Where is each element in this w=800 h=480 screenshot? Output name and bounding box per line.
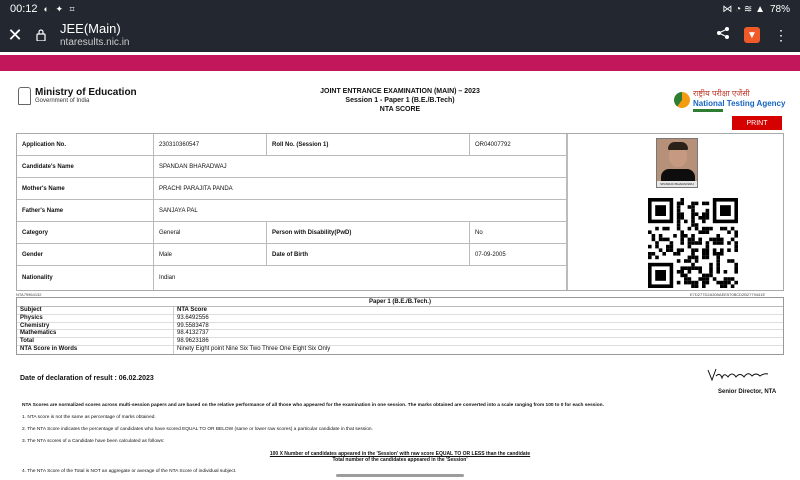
formula-numerator: 100 X Number of candidates appeared in the 'Session' with raw score EQUAL TO OR LESS than the candidate [269,451,531,457]
score-row [17,315,783,323]
brave-shield-icon[interactable]: ▼ [744,27,760,43]
score-value: 93.6492556 [173,315,209,323]
scorecard-header [0,71,800,119]
gender-label: Gender [17,244,154,265]
score-value: 98.9623186 [173,338,209,346]
name-value: SPANDAN BHARADWAJ [154,156,567,177]
barcode-left-text: NTA79964132 [16,292,42,297]
score-label: Total [20,338,34,345]
nta-logo [674,88,785,112]
signature-caption: Senior Director, NTA [718,389,777,395]
exam-title [300,88,500,114]
roll-label: Roll No. (Session 1) [267,134,470,155]
roll-value: OR04007792 [470,134,567,155]
declaration-date: Date of declaration of result : 06.02.2023 [20,375,154,382]
nta-hindi-name: राष्ट्रीय परीक्षा एजेंसी [693,89,750,98]
status-time: 00:12 [10,3,38,15]
score-row [17,338,783,346]
note-intro: NTA Scores are normalized scores across multi-session papers and are based on the relative performance of all those who appeared for the examination in one session. The marks obtained are converted into a scale ranging from 100 to 0 for each session. [22,403,604,408]
application-value: 230310360547 [154,134,267,155]
national-emblem-icon [18,87,31,105]
score-label: Chemistry [20,322,50,329]
nationality-label: Nationality [17,266,154,290]
mother-value: PRACHI PARAJITA PANDA [154,178,567,199]
page-url: ntaresults.nic.in [60,36,130,48]
info-row [17,266,567,290]
lock-icon[interactable] [30,29,52,41]
info-row [17,200,567,222]
status-notification-icons: ◐ ✦ ⌗ [43,3,77,14]
exam-title-line2: Session 1 - Paper 1 (B.E./B.Tech) [345,96,455,104]
scores-table [16,297,784,355]
score-value: 98.4132737 [173,330,209,338]
formula-denominator: Total number of the candidates appeared in the 'Session' [332,457,468,463]
score-row [17,307,783,315]
exam-title-line3: NTA SCORE [379,105,421,113]
scorecard-page [0,71,800,480]
candidate-photo [656,138,698,188]
note-2: 2. The NTA Score indicates the percentage of candidates who have scored EQUAL TO OR BELOW (same or lower raw scores) a particular candidate in that session. [22,427,373,432]
gender-value: Male [154,244,267,265]
score-row [17,330,783,338]
ministry-logo [18,87,137,105]
status-system-icons: ⋈ ◔ ≋ ▲ [722,3,765,15]
score-row [17,346,783,354]
nta-english-name: National Testing Agency [693,99,786,108]
gesture-home-bar[interactable] [336,474,464,477]
application-label: Application No. [17,134,154,155]
info-row [17,156,567,178]
status-right-group [722,4,790,15]
nta-emblem-icon [674,92,690,108]
nta-tagline-bar [693,109,723,112]
score-label: NTA Score in Words [20,345,78,352]
nationality-value: Indian [154,266,567,290]
info-row [17,222,567,244]
page-title: JEE(Main) [60,21,121,37]
category-label: Category [17,222,154,243]
print-button[interactable]: PRINT [732,116,782,130]
browser-toolbar [0,18,800,52]
site-banner [0,55,800,71]
pwd-value: No [470,222,567,243]
mother-label: Mother's Name [17,178,154,199]
score-value: NTA Score [173,307,207,315]
score-value: 99.5583478 [173,323,209,331]
signature-image [706,366,770,384]
note-1: 1. NTA score is not the same as percentage of marks obtained. [22,415,156,420]
pwd-label: Person with Disability(PwD) [267,222,470,243]
father-label: Father's Name [17,200,154,221]
candidate-info-table [16,133,784,291]
score-label: Physics [20,314,43,321]
ministry-name: Ministry of Education [35,87,137,98]
close-tab-icon[interactable]: ✕ [7,24,23,45]
qr-code [648,198,738,288]
note-4: 4. The NTA Score of the Total is NOT an aggregate or average of the NTA Score of individual subject. [22,469,237,474]
more-menu-icon[interactable]: ⋮ [774,26,788,43]
browser-actions [716,26,788,45]
info-row [17,244,567,266]
battery-text: 78% [769,3,790,15]
scores-caption: Paper 1 (B.E./B.Tech.) [17,298,783,307]
name-label: Candidate's Name [17,156,154,177]
dob-value: 07-09-2005 [470,244,567,265]
info-row [17,134,567,156]
score-label: Mathematics [20,330,57,337]
status-bar [0,0,800,18]
government-name: Government of India [35,98,90,104]
note-3: 3. The NTA scores of a Candidate have been calculated as follows: [22,439,165,444]
dob-label: Date of Birth [267,244,470,265]
score-row [17,323,783,331]
photo-caption: SPANDAN BHARADWAJ [657,181,697,187]
score-label: Subject [20,307,42,313]
info-row [17,178,567,200]
address-area[interactable] [60,22,129,47]
share-icon[interactable] [716,26,730,45]
photo-qr-column [567,134,785,290]
category-value: General [154,222,267,243]
father-value: SANJAYA PAL [154,200,567,221]
score-value: Ninety Eight point Nine Six Two Three One Eight Six Only [173,346,330,354]
barcode-right-text: E7D277D2A305AEE570BCD2B2779441E [690,292,766,297]
exam-title-line1: JOINT ENTRANCE EXAMINATION (MAIN) – 2023 [320,88,480,95]
